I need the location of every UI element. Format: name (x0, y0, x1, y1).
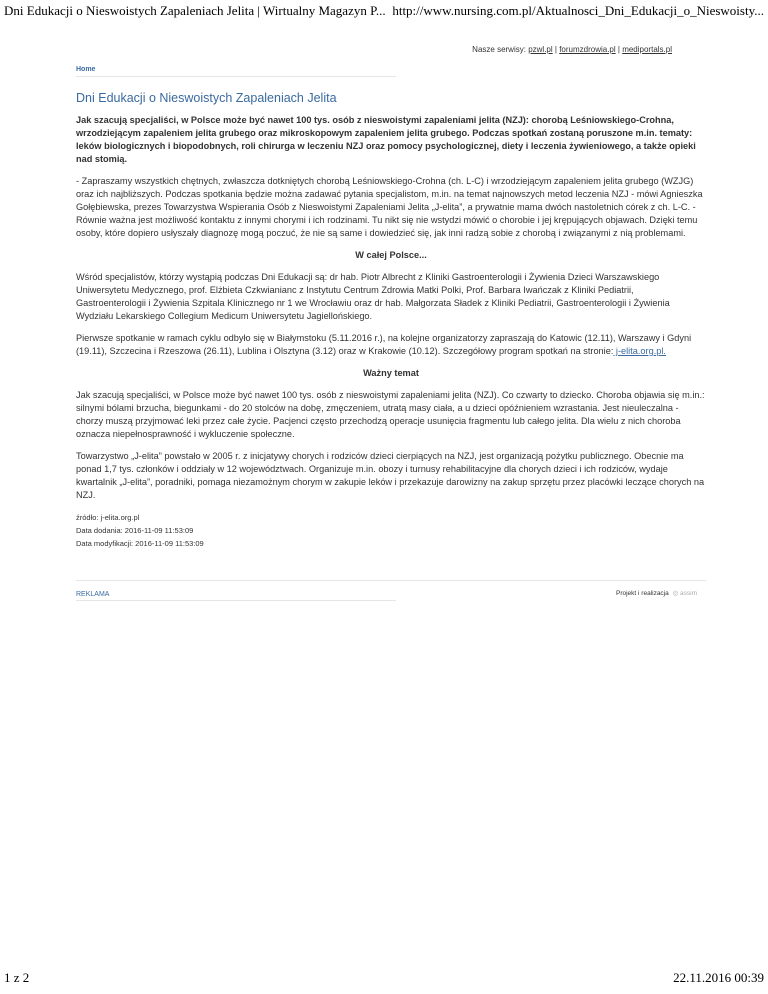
services-separator: | (552, 45, 560, 54)
services-label: Nasze serwisy: (472, 45, 526, 54)
print-header (0, 0, 768, 22)
credit-text: Projekt i realizacja (616, 590, 669, 597)
article-date-added: Data dodania: 2016-11-09 11:53:09 (76, 526, 194, 535)
print-header-url: http://www.nursing.com.pl/Aktualnosci_Dni_Edukacji_o_Nieswoisty... (392, 3, 764, 18)
article-title: Dni Edukacji o Nieswoistych Zapaleniach Jelita (76, 91, 337, 105)
service-link-pzwl[interactable]: pzwl.pl (528, 45, 553, 54)
article-paragraph: Towarzystwo „J-elita” powstało w 2005 r. z inicjatywy chorych i rodziców dzieci cierpiących na NZJ, jest organizacją pożytku publicznego. Obecnie ma ponad 1,7 tys. członków i oddziały w 12 województwach. Organizuje m.in. obozy i turnusy rehabilitacyjne dla chorych dzieci i ich rodziców, wydaje kwartalnik „J-elita”, poradniki, pomaga niezamożnym chorym w zakupie leków i przekazuje darowizny na zakup sprzętu przez placówki leczące chorych na NZJ. (76, 451, 705, 500)
services-separator: | (615, 45, 623, 54)
print-header-title: Dni Edukacji o Nieswoistych Zapaleniach Jelita | Wirtualny Magazyn P... (4, 3, 386, 18)
breadcrumb (76, 66, 396, 77)
assim-logo-icon[interactable]: ◎ assim (672, 590, 698, 597)
article-date-modified: Data modyfikacji: 2016-11-09 11:53:09 (76, 539, 204, 548)
j-elita-link[interactable]: j-elita.org.pl. (613, 346, 666, 356)
article-meta (76, 511, 706, 550)
article-paragraph: Jak szacują specjaliści, w Polsce może być nawet 100 tys. osób z nieswoistymi zapaleniami jelita (NZJ). Co czwarty to dziecko. Choroba objawia się m.in.: silnymi bólami brzucha, biegunkami - do 20 stolców na dobę, zmęczeniem, utratą masy ciała, a u dzieci opóźnieniem wzrastania. Jest nieuleczalna - chorzy muszą przyjmować leki przez całe życie. Pacjenci często przechodzą operacje usunięcia fragmentu lub całego jelita. Dla wielu z nich choroba oznacza niepełnosprawność i wykluczenie społeczne. (76, 390, 705, 439)
article-source: źródło: j-elita.org.pl (76, 513, 140, 522)
article (76, 90, 706, 550)
section-heading: W całej Polsce... (355, 250, 427, 260)
print-timestamp: 22.11.2016 00:39 (673, 970, 764, 985)
print-footer (0, 970, 768, 992)
ads-label: REKLAMA (76, 591, 396, 601)
service-link-forumzdrowia[interactable]: forumzdrowia.pl (559, 45, 616, 54)
divider (76, 580, 706, 581)
article-paragraph: Wśród specjalistów, którzy wystąpią podczas Dni Edukacji są: dr hab. Piotr Albrecht z Kliniki Gastroenterologii i Żywienia Dzieci Warszawskiego Uniwersytetu Medycznego, prof. Elżbieta Czkwianianc z Instytutu Centrum Zdrowia Matki Polki, Prof. Barbara Iwańczak z Kliniki Pediatrii, Gastroenterologii i Żywienia Szpitala Klinicznego nr 1 we Wrocławiu oraz dr hab. Małgorzata Sładek z Kliniki Pediatrii, Gastroenterologii i Żywienia Wydziału Lekarskiego Collegium Medicum Uniwersytetu Jagiellońskiego. (76, 272, 670, 321)
article-lead: Jak szacują specjaliści, w Polsce może być nawet 100 tys. osób z nieswoistymi zapaleniami jelita (NZJ): chorobą Leśniowskiego-Crohna, wrzodziejącym zapaleniem jelita grubego oraz mikroskopowym zapaleniem jelita grubego. Podczas spotkań zostaną poruszone m.in. tematy: leków biologicznych i biopodobnych, roli chirurga w leczeniu NZJ oraz pomocy psychologicznej, diety i leczenia żywieniowego, a także opieki nad stomią. (76, 115, 696, 164)
service-link-mediportals[interactable]: mediportals.pl (622, 45, 672, 54)
breadcrumb-home-link[interactable]: Home (76, 66, 96, 73)
article-paragraph (76, 332, 706, 358)
section-heading: Ważny temat (363, 368, 419, 378)
credit (616, 589, 697, 597)
article-paragraph-text: Pierwsze spotkanie w ramach cyklu odbyło się w Białymstoku (5.11.2016 r.), na kolejne organizatorzy zapraszają do Katowic (12.11), Warszawy i Gdyni (19.11), Szczecina i Rzeszowa (26.11), Lublina i Olsztyna (3.12) oraz w Krakowie (10.12). Szczegółowy program spotkań na stronie: (76, 333, 692, 356)
page-number: 1 z 2 (4, 970, 30, 985)
article-paragraph: - Zapraszamy wszystkich chętnych, zwłaszcza dotkniętych chorobą Leśniowskiego-Crohna (ch. L-C) i wrzodziejącym zapaleniem jelita grubego (WZJG) oraz ich najbliższych. Podczas spotkania będzie można zadawać pytania specjalistom, m.in. na temat najnowszych metod leczenia NZJ - mówi Agnieszka Gołębiewska, prezes Towarzystwa Wspierania Osób z Nieswoistymi Zapaleniami Jelita „J-elita”, a prywatnie mama dwóch nastoletnich córek z ch. L-C. - Równie ważna jest możliwość kontaktu z innymi chorymi i ich rodzinami. Tu nikt się nie wstydzi mówić o chorobie i jej krępujących objawach. Dzięki temu osoby, które dopiero usłyszały diagnozę mogą poczuć, że nie są same i dowiedzieć się, jak inni radzą sobie z chorobą i związanymi z nią problemami. (76, 176, 703, 238)
services-bar (472, 45, 672, 54)
